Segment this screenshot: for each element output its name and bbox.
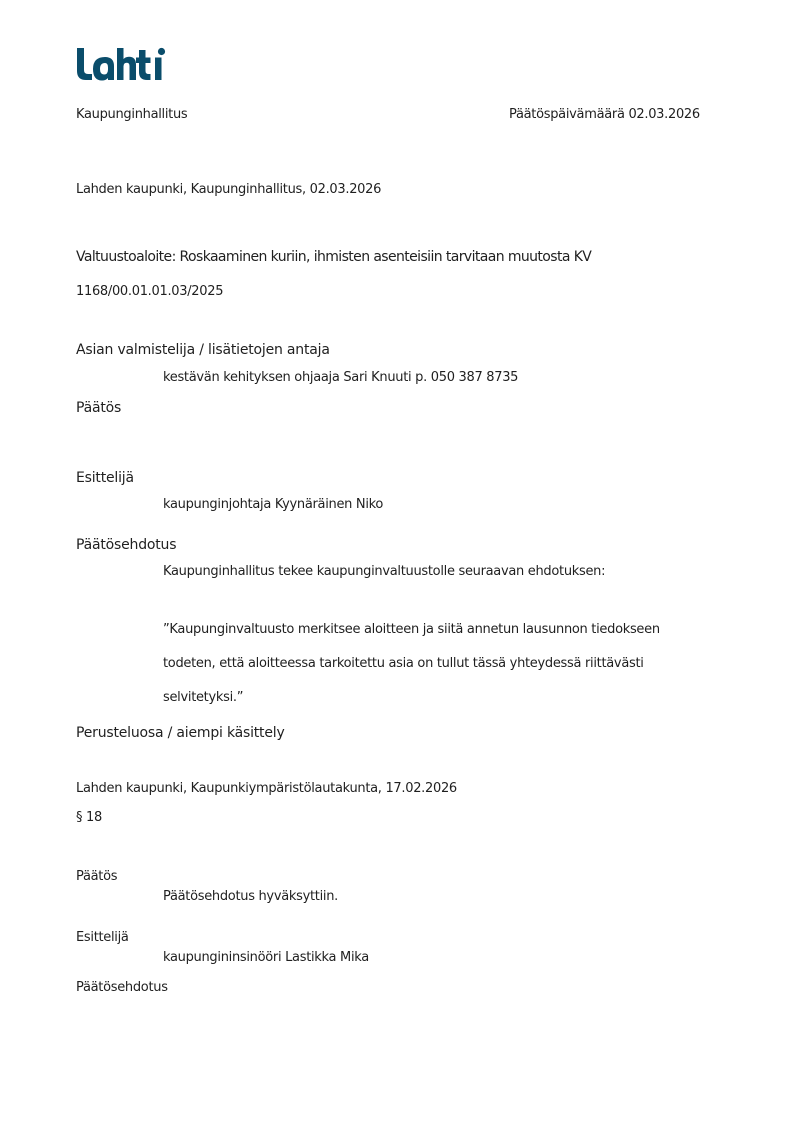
background-presenter-label: Esittelijä — [76, 930, 129, 945]
background-decision-label: Päätös — [76, 869, 118, 884]
preparer-value: kestävän kehityksen ohjaaja Sari Knuuti p. 050 387 8735 — [163, 370, 519, 385]
proposal-quote-line: todeten, että aloitteessa tarkoitettu asia on tullut tässä yhteydessä riittävästi — [163, 656, 644, 671]
proposal-label: Päätösehdotus — [76, 537, 177, 553]
document-title-line2: 1168/00.01.01.03/2025 — [76, 284, 224, 299]
presenter-value: kaupunginjohtaja Kyynäräinen Niko — [163, 497, 384, 512]
meeting-line: Lahden kaupunki, Kaupunginhallitus, 02.03.2026 — [76, 182, 382, 197]
section-number: § 18 — [76, 810, 102, 825]
background-proposal-label: Päätösehdotus — [76, 980, 168, 995]
background-decision-value: Päätösehdotus hyväksyttiin. — [163, 889, 338, 904]
document-title-line1: Valtuustoaloite: Roskaaminen kuriin, ihmisten asenteisiin tarvitaan muutosta KV — [76, 249, 592, 265]
decision-label: Päätös — [76, 400, 122, 416]
proposal-intro: Kaupunginhallitus tekee kaupunginvaltuustolle seuraavan ehdotuksen: — [163, 564, 606, 579]
lahti-logo — [75, 46, 167, 82]
background-meeting-line: Lahden kaupunki, Kaupunkiympäristölautakunta, 17.02.2026 — [76, 781, 457, 796]
background-label: Perusteluosa / aiempi käsittely — [76, 725, 285, 741]
decision-date: Päätöspäivämäärä 02.03.2026 — [509, 107, 700, 122]
proposal-quote-line: selvitetyksi.” — [163, 690, 244, 705]
background-presenter-value: kaupungininsinööri Lastikka Mika — [163, 950, 369, 965]
preparer-label: Asian valmistelija / lisätietojen antaja — [76, 342, 330, 358]
proposal-quote-line: ”Kaupunginvaltuusto merkitsee aloitteen ja siitä annetun lausunnon tiedokseen — [163, 622, 660, 637]
organ-name: Kaupunginhallitus — [76, 107, 188, 122]
presenter-label: Esittelijä — [76, 470, 134, 486]
